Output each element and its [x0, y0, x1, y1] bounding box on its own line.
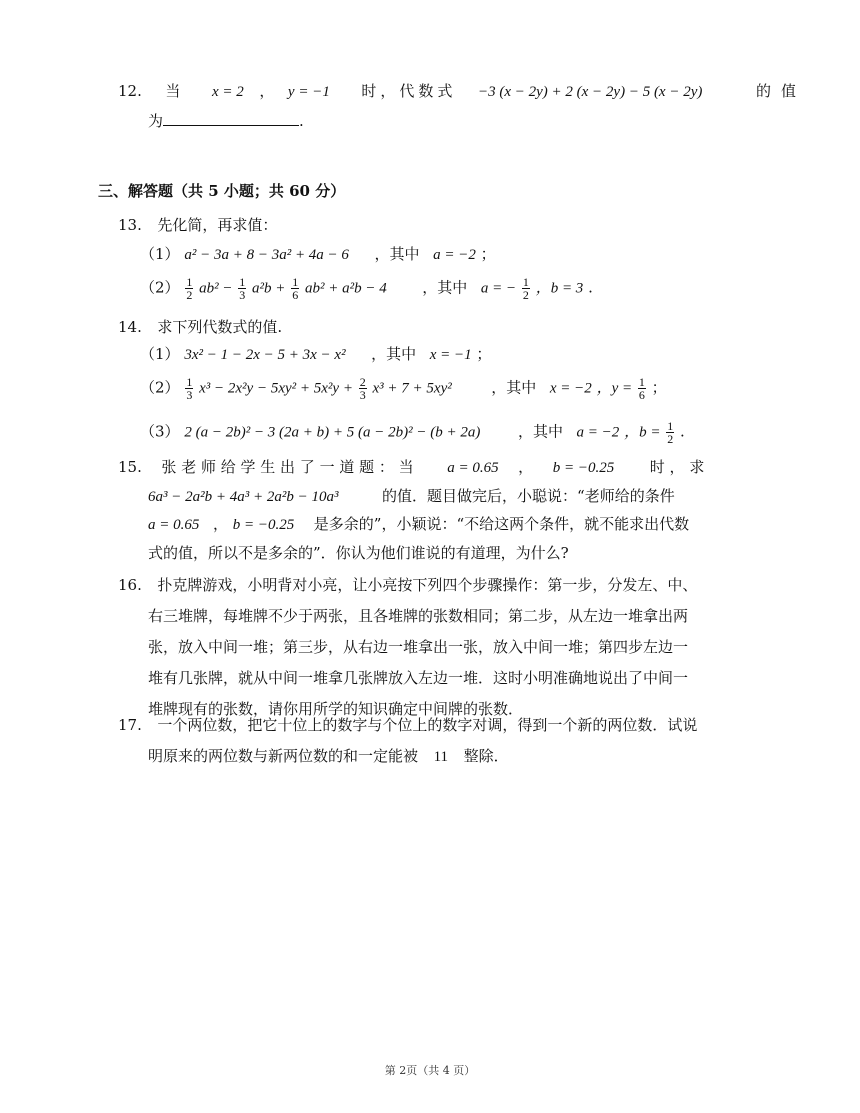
- q15-line3: [148, 514, 689, 535]
- q13-p2-frac2-den: 3: [239, 288, 246, 302]
- q12-word-is: 为: [148, 112, 164, 130]
- q14-title-line: [118, 317, 282, 337]
- q14-p2-term2: x³ + 7 + 5xy²: [372, 380, 452, 397]
- q14-part2: [140, 376, 667, 401]
- q14-p3-a: a = −2: [576, 424, 620, 441]
- q14-p2-frac2-den: 3: [359, 388, 366, 402]
- page-footer: 第 2页（共 4 页）: [384, 1064, 476, 1077]
- q13-p2-term1: ab² −: [199, 280, 233, 297]
- q13-p2-term3: ab² + a²b − 4: [304, 280, 387, 297]
- q17-l1-text: 一个两位数，把它十位上的数字与个位上的数字对调，得到一个新的两位数．试说: [157, 716, 698, 734]
- q16-line3: 张，放入中间一堆；第三步，从右边一堆拿出一张，放入中间一堆；第四步左边一: [148, 638, 689, 656]
- section-heading: 三、解答题（共 5 小题；共 60 分）: [98, 182, 346, 200]
- q13-p2-term2: a²b +: [252, 280, 286, 297]
- q14-p1-end: ；: [476, 345, 492, 363]
- q14-p2-y: ，y =: [596, 380, 633, 397]
- q13-p2-frac2: [238, 276, 246, 301]
- q12-answer-blank: [163, 111, 299, 126]
- q13-title-line: [118, 215, 277, 235]
- q13-part1: [140, 244, 496, 265]
- q13-p1-value: a = −2: [433, 247, 476, 263]
- q14-p3-bfrac-num: 1: [667, 419, 674, 433]
- q14-p2-term1: x³ − 2x²y − 5xy² + 5x²y +: [199, 380, 353, 397]
- q14-p2-end: ；: [651, 378, 667, 397]
- q13-p2-end: .: [588, 278, 593, 297]
- q14-p3-b: ，b =: [624, 424, 661, 441]
- q13-number: 13.: [118, 216, 142, 234]
- q14-title: 求下列代数式的值.: [157, 318, 283, 336]
- q16-l1-text: 扑克牌游戏，小明背对小亮，让小亮按下列四个步骤操作：第一步，分发左、中、: [157, 576, 698, 594]
- q17-l2-text-b: 整除．: [463, 747, 509, 765]
- q14-part3: [140, 420, 685, 445]
- q14-p2-yfrac-den: 6: [638, 388, 645, 402]
- q13-p2-afrac-den: 2: [522, 288, 529, 302]
- q14-p2-frac1-num: 1: [186, 375, 193, 389]
- q16-line4: 堆有几张牌，就从中间一堆拿几张牌放入左边一堆．这时小明准确地说出了中间一: [148, 669, 689, 687]
- q13-p2-afrac-num: 1: [522, 275, 529, 289]
- q17-l2-number: 11: [433, 749, 449, 765]
- q12-expression: −3 (x − 2y) + 2 (x − 2y) − 5 (x − 2y): [477, 84, 703, 100]
- q13-p1-expression: a² − 3a + 8 − 3a² + 4a − 6: [184, 247, 349, 263]
- q12-line1: [118, 81, 806, 102]
- q15-l3-b-value: b = −0.25: [232, 517, 295, 533]
- q16-number: 16.: [118, 576, 142, 594]
- q12-word-when: 当: [165, 82, 181, 100]
- q13-p2-label: （2）: [140, 278, 180, 297]
- q13-p2-frac1: [185, 276, 193, 301]
- q13-p2-frac1-num: 1: [186, 275, 193, 289]
- q14-p2-frac2-num: 2: [359, 375, 366, 389]
- q14-p3-expression: 2 (a − 2b)² − 3 (2a + b) + 5 (a − 2b)² − (b + 2a): [184, 424, 481, 441]
- q14-p2-frac1: [185, 376, 193, 401]
- q17-number: 17.: [118, 716, 142, 734]
- q12-line2: [148, 111, 304, 131]
- q17-line2: [148, 746, 509, 767]
- q15-line1: [118, 457, 704, 478]
- q15-l3-text: 是多余的”，小颖说：“不给这两个条件，就不能求出代数: [313, 515, 690, 533]
- q17-line1: [118, 715, 697, 735]
- q13-p1-end: ；: [480, 245, 496, 263]
- q16-line2: 右三堆牌，每堆牌不少于两张，且各堆牌的张数相同；第二步，从左边一堆拿出两: [148, 607, 689, 625]
- q15-number: 15.: [118, 458, 142, 476]
- q12-cond-y: y = −1: [287, 84, 330, 100]
- q14-p2-x: x = −2: [549, 380, 592, 397]
- q15-l1-a-value: a = 0.65: [447, 460, 499, 476]
- q13-p2-frac3-den: 6: [292, 288, 299, 302]
- q15-l2-expression: 6a³ − 2a²b + 4a³ + 2a²b − 10a³: [148, 489, 339, 505]
- q14-p1-expression: 3x² − 1 − 2x − 5 + 3x − x²: [184, 347, 346, 363]
- q16-line1: [118, 575, 697, 595]
- q14-p1-label: （1）: [140, 345, 180, 363]
- q12-text-value: 的值: [755, 82, 806, 100]
- q12-cond-x: x = 2: [212, 84, 244, 100]
- q15-line4: 式的值，所以不是多余的”．你认为他们谁说的有道理，为什么?: [148, 544, 569, 562]
- q13-p2-frac3-num: 1: [292, 275, 299, 289]
- q15-l1-text-c: 时 ， 求: [649, 458, 705, 476]
- q13-p2-frac1-den: 2: [186, 288, 193, 302]
- q13-p1-label: （1）: [140, 245, 180, 263]
- q13-title: 先化简，再求值：: [157, 216, 278, 234]
- q14-part1: [140, 344, 491, 365]
- q14-p2-where: ，其中: [491, 378, 537, 397]
- q14-p3-bfrac: [666, 420, 674, 445]
- q15-l3-comma: ，: [212, 515, 228, 533]
- q13-p2-afrac: [522, 276, 530, 301]
- q15-l2-text: 的值．题目做完后，小聪说：“老师给的条件: [382, 487, 675, 505]
- q15-line2: [148, 486, 675, 507]
- q14-p2-label: （2）: [140, 378, 180, 397]
- q16-line5: 堆牌现有的张数，请你用所学的知识确定中间牌的张数．: [148, 700, 524, 718]
- q14-p1-value: x = −1: [429, 347, 472, 363]
- q13-p2-b: ，b = 3: [535, 280, 584, 297]
- q15-l1-text-a: 张 老 师 给 学 生 出 了 一 道 题 ： 当: [161, 458, 414, 476]
- q14-p1-where: ，其中: [371, 345, 417, 363]
- q17-l2-text-a: 明原来的两位数与新两位数的和一定能被: [148, 747, 419, 765]
- q14-p3-end: .: [680, 422, 685, 441]
- q14-p3-label: （3）: [140, 422, 180, 441]
- q15-l3-a-value: a = 0.65: [148, 517, 200, 533]
- q13-p2-frac3: [291, 276, 299, 301]
- q14-p2-yfrac-num: 1: [638, 375, 645, 389]
- q12-end: .: [299, 112, 304, 130]
- q14-number: 14.: [118, 318, 142, 336]
- q15-l1-comma: ，: [518, 458, 534, 476]
- q13-p2-where: ，其中: [422, 278, 468, 297]
- q13-p1-where: ，其中: [374, 245, 420, 263]
- q14-p3-where: ，其中: [517, 422, 563, 441]
- q13-part2: [140, 276, 593, 301]
- q12-comma: ，: [259, 82, 275, 100]
- q13-p2-frac2-num: 1: [239, 275, 246, 289]
- q15-l1-b-value: b = −0.25: [552, 460, 615, 476]
- q14-p2-frac2: [359, 376, 367, 401]
- q14-p2-frac1-den: 3: [186, 388, 193, 402]
- q14-p2-yfrac: [638, 376, 646, 401]
- q14-p3-bfrac-den: 2: [667, 432, 674, 446]
- q12-number: 12.: [118, 82, 142, 100]
- q13-p2-a: a = −: [480, 280, 517, 297]
- q12-text-expression: 时，代数式: [361, 82, 457, 100]
